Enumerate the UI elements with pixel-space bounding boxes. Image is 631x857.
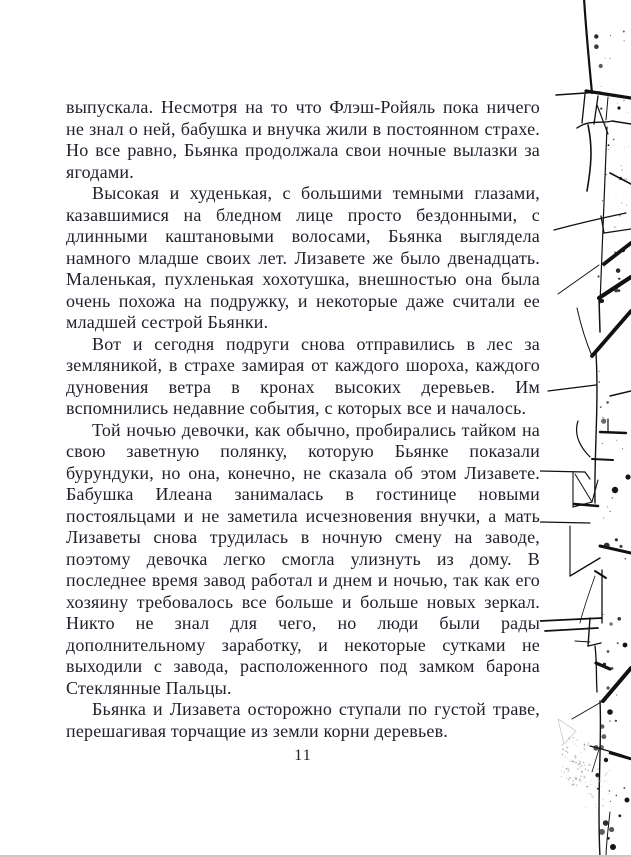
cracked-glass-art [540,0,631,857]
page-text [66,97,540,742]
ink-cracks-decoration [540,0,631,857]
page-number: 11 [294,747,312,764]
paragraph: Бьянка и Лизавета осторожно ступали по густой траве, перешагивая торчащие из земли корни деревьев. [66,699,540,741]
paragraph: Вот и сегодня подруги снова отправились в лес за земляникой, в страхе замирая от каждого шороха, каждого дуновения ветра в кронах высоких деревьев. Им вспомнились недавние события, с которых все и началось. [66,333,540,418]
paragraph: выпускала. Несмотря на то что Флэш-Ройяль пока ничего не знал о ней, бабушка и внучка жили в постоянном страхе. Но все равно, Бьянка продолжала свои ночные вылазки за ягодами. [66,97,540,182]
paragraph: Той ночью девочки, как обычно, пробирались тайком на свою заветную полянку, которую Бьянке показали бурундуки, но она, конечно, не сказала об этом Лизавете. Бабушка Илеана занималась в гостинице новыми постояльцами и не заметила исчезновения внучки, а мать Лизаветы снова трудилась в ночную смену на заводе, поэтому девочка легко смогла улизнуть из дому. В последнее время завод работал и днем и ночью, так как его хозяину требовалось все больше и больше новых зеркал. Никто не знал для чего, но люди были рады дополнительному заработку, и некоторые сутками не выходили с завода, расположенного под замком барона Стеклянные Пальцы. [66,419,540,698]
ink-spots [600,106,631,850]
paragraph: Высокая и худенькая, с большими темными глазами, казавшимися на бледном лице просто бездонными, с длинными каштановыми волосами, Бьянка выглядела намного младше своих лет. Лизавете же было двенадцать. Маленькая, пухленькая хохотушка, внешностью она была очень похожа на подружку, и некоторые даже считали ее младшей сестрой Бьянки. [66,183,540,332]
